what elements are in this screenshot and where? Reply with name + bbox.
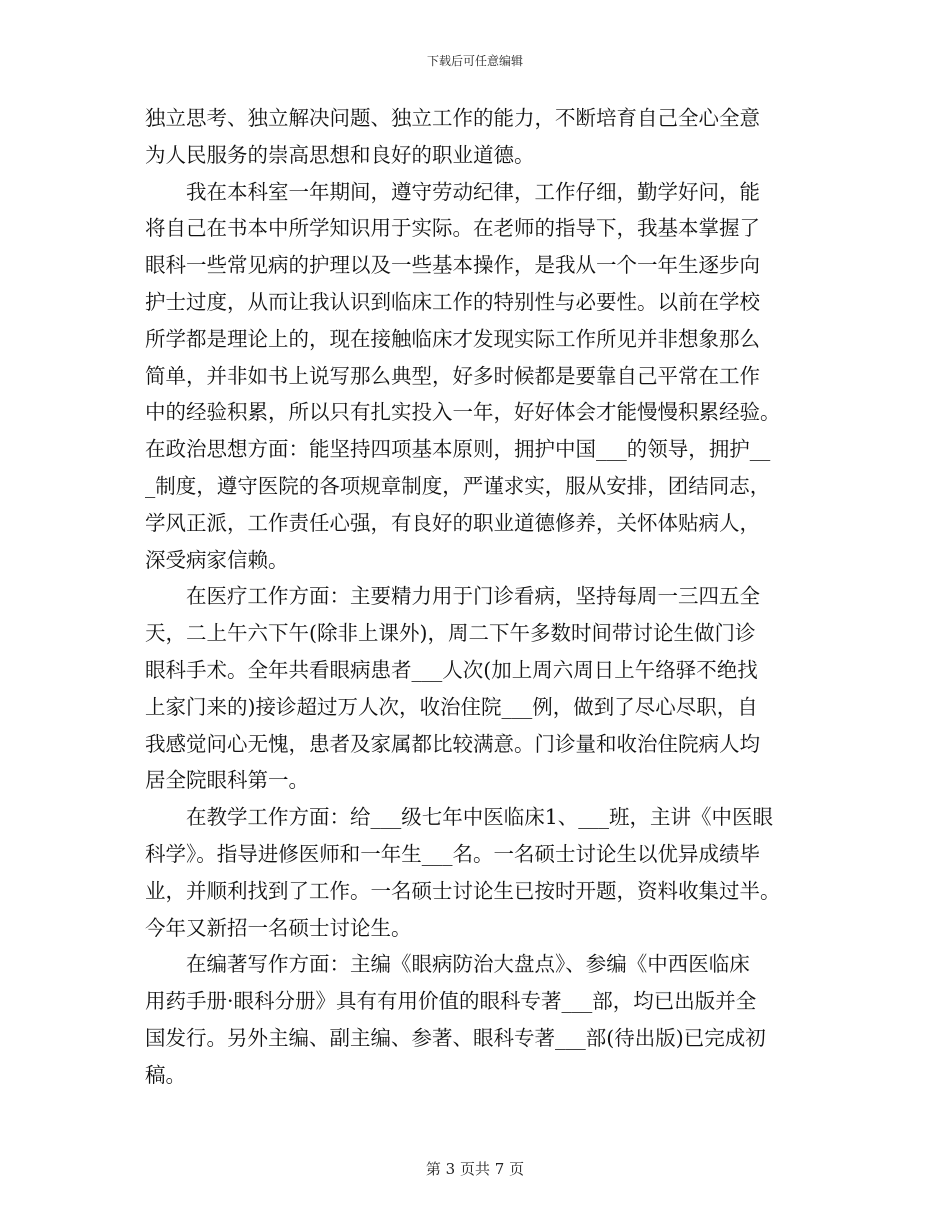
text-line: 天，二上午六下午(除非上课外)，周二下午多数时间带讨论生做门诊 xyxy=(145,621,756,646)
text-line: 学风正派，工作责任心强，有良好的职业道德修养，关怀体贴病人， xyxy=(145,510,760,535)
text-line: 所学都是理论上的，现在接触临床才发现实际工作所见并非想象那么 xyxy=(145,326,760,351)
text-line: 在医疗工作方面：主要精力用于门诊看病，坚持每周一三四五全 xyxy=(145,584,760,609)
text-line: 深受病家信赖。 xyxy=(145,547,289,572)
text-line: 用药手册·眼科分册》具有有用价值的眼科专著___部，均已出版并全 xyxy=(145,989,757,1014)
text-line: 我感觉问心无愧，患者及家属都比较满意。门诊量和收治住院病人均 xyxy=(145,731,760,756)
text-line: 上家门来的)接诊超过万人次，收治住院___例，做到了尽心尽职，自 xyxy=(145,694,758,719)
text-line: 在政治思想方面：能坚持四项基本原则，拥护中国___的领导，拥护__ xyxy=(145,437,771,462)
text-line: 将自己在书本中所学知识用于实际。在老师的指导下，我基本掌握了 xyxy=(145,216,760,241)
text-line: 在教学工作方面：给___级七年中医临床1、___班，主讲《中医眼 xyxy=(145,805,774,830)
text-line: 科学》。指导进修医师和一年生___名。一名硕士讨论生以优异成绩毕 xyxy=(145,841,760,866)
text-line: 眼科手术。全年共看眼病患者___人次(加上周六周日上午络驿不绝找 xyxy=(145,657,758,682)
text-line: 护士过度，从而让我认识到临床工作的特别性与必要性。以前在学校 xyxy=(145,289,760,314)
text-line: 眼科一些常见病的护理以及一些基本操作，是我从一个一年生逐步向 xyxy=(145,253,760,278)
page-footer: 第 3 页共 7 页 xyxy=(425,1160,525,1178)
text-line: 中的经验积累，所以只有扎实投入一年，好好体会才能慢慢积累经验。 xyxy=(145,400,781,425)
text-line: _制度，遵守医院的各项规章制度，严谨求实，服从安排，团结同志， xyxy=(145,473,771,498)
text-line: 我在本科室一年期间，遵守劳动纪律，工作仔细，勤学好问，能 xyxy=(145,179,760,204)
page-header: 下载后可任意编辑 xyxy=(426,54,523,68)
document-body xyxy=(145,100,810,1094)
text-line: 简单，并非如书上说写那么典型，好多时候都是要靠自己平常在工作 xyxy=(145,363,760,388)
text-line: 业，并顺利找到了工作。一名硕士讨论生已按时开题，资料收集过半。 xyxy=(145,878,781,903)
text-line: 独立思考、独立解决问题、独立工作的能力，不断培育自己全心全意 xyxy=(145,106,760,130)
text-line: 为人民服务的崇高思想和良好的职业道德。 xyxy=(145,142,535,167)
text-line: 今年又新招一名硕士讨论生。 xyxy=(145,915,412,940)
text-line: 在编著写作方面：主编《眼病防治大盘点》、参编《中西医临床 xyxy=(145,952,750,977)
text-line: 国发行。另外主编、副主编、参著、眼科专著___部(待出版)已完成初 xyxy=(145,1025,766,1050)
text-line: 稿。 xyxy=(145,1062,186,1087)
text-line: 居全院眼科第一。 xyxy=(145,768,309,793)
